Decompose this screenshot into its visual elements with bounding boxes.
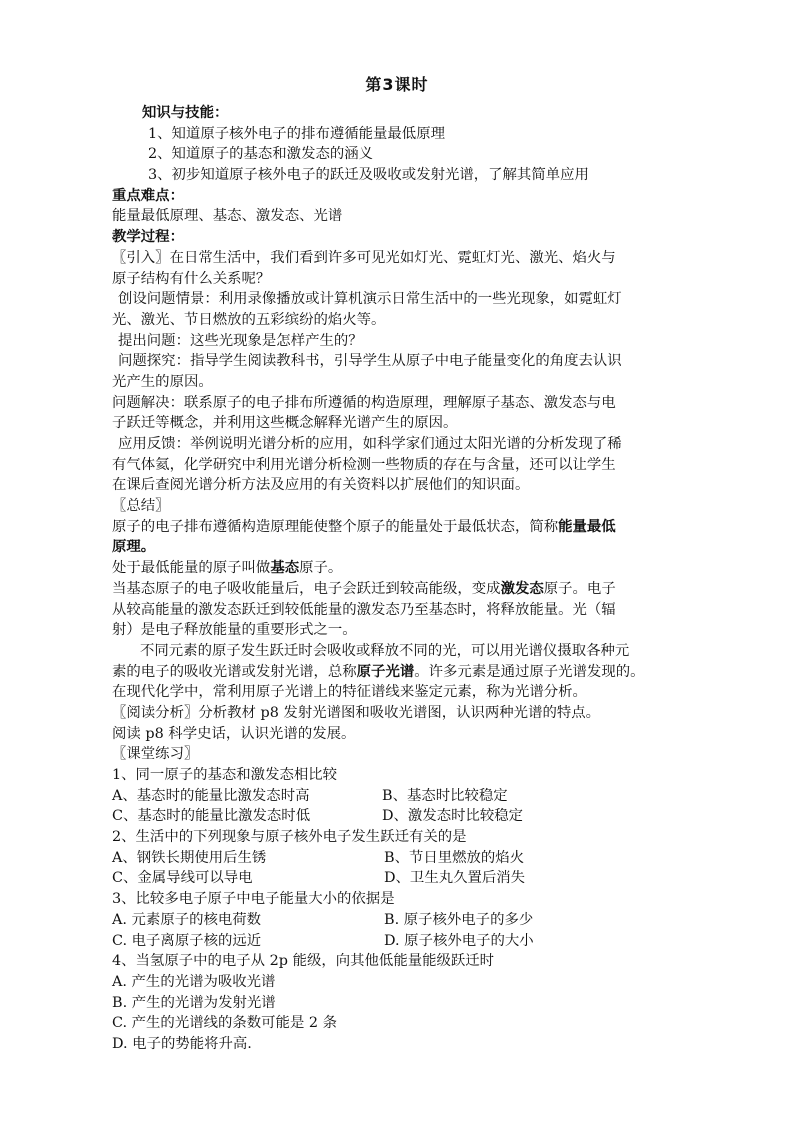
summary-line: 射）是电子释放能量的重要形式之一。 (112, 622, 357, 639)
knowledge-heading: 知识与技能： (142, 104, 229, 121)
summary-line: 从较高能量的激发态跃迁到较低能量的激发态乃至基态时，将释放能量。光（辐 (112, 601, 616, 618)
summary-text: 。许多元素是通过原子光谱发现的。 (414, 663, 645, 680)
summary-text: 原子。 (299, 560, 343, 577)
lesson-content (112, 103, 696, 1055)
intro-line: 原子结构有什么关系呢？ (112, 270, 271, 287)
option-row (112, 910, 696, 931)
scenario-line: 创设问题情景：利用录像播放或计算机演示日常生活中的一些光现象，如霓虹灯 (118, 291, 622, 308)
summary-text: 原子的电子排布遵循构造原理能使整个原子的能量处于最低状态，简称 (112, 518, 559, 535)
option-b: B. 原子核外电子的多少 (384, 911, 534, 928)
explore-line: 问题探究：指导学生阅读教科书，引导学生从原子中电子能量变化的角度去认识 (118, 353, 622, 370)
intro-line: 〖引入〗在日常生活中，我们看到许多可见光如灯光、霓虹灯光、激光、焰火与 (112, 249, 616, 266)
question-stem: 1、同一原子的基态和激发态相比较 (112, 767, 338, 783)
option-a: A. 元素原子的核电荷数 (112, 911, 262, 928)
reading-line: 阅读 p8 科学史话，认识光谱的发展。 (112, 725, 356, 742)
feedback-line: 在课后查阅光谱分析方法及应用的有关资料以扩展他们的知识面。 (112, 477, 530, 494)
question-stem: 3、比较多电子原子中电子能量大小的依据是 (112, 891, 395, 908)
summary-line: 原理。 (112, 538, 156, 556)
term-lowest-energy: 能量最低 (558, 517, 616, 535)
summary-text: 素的电子的吸收光谱或发射光谱，总称 (112, 663, 357, 680)
option-row (112, 848, 696, 869)
feedback-line: 应用反馈：举例说明光谱分析的应用，如科学家们通过太阳光谱的分析发现了稀 (118, 436, 622, 452)
option-b: B. 产生的光谱为发射光谱 (112, 994, 276, 1011)
term-atomic-spectrum: 原子光谱 (356, 662, 415, 680)
option-d: D. 原子核外电子的大小 (384, 932, 534, 949)
knowledge-item: 3、初步知道原子核外电子的跃迁及吸收或发射光谱，了解其简单应用 (148, 167, 589, 184)
term-ground-state: 基态 (270, 559, 300, 577)
page-title: 第3课时 (365, 75, 429, 94)
knowledge-item: 2、知道原子的基态和激发态的涵义 (148, 146, 374, 163)
option-row (112, 868, 696, 889)
practice-heading: 〖课堂练习〗 (112, 746, 199, 763)
solve-line: 问题解决：联系原子的电子排布所遵循的构造原理，理解原子基态、激发态与电 (112, 394, 616, 411)
option-a: A、基态时的能量比激发态时高 (112, 787, 310, 804)
knowledge-item: 1、知道原子核外电子的排布遵循能量最低原理 (148, 125, 445, 142)
reading-line: 〖阅读分析〗分析教材 p8 发射光谱图和吸收光谱图，认识两种光谱的特点。 (112, 704, 601, 721)
summary-paragraph (112, 517, 696, 538)
summary-paragraph (112, 662, 696, 683)
question-stem: 4、当氢原子中的电子从 2p 能级，向其他低能量能级跃迁时 (112, 953, 495, 970)
summary-line: 在现代化学中，常利用原子光谱上的特征谱线来鉴定元素，称为光谱分析。 (112, 684, 587, 701)
option-row (112, 786, 696, 807)
option-c: C、金属导线可以导电 (112, 870, 253, 887)
option-d: D. 电子的势能将升高. (112, 1035, 252, 1052)
feedback-line: 有气体氦，化学研究中利用光谱分析检测一些物质的存在与含量，还可以让学生 (112, 456, 616, 473)
option-row (112, 931, 696, 952)
summary-paragraph (112, 579, 696, 600)
option-c: C. 电子离原子核的远近 (112, 932, 262, 949)
process-heading: 教学过程： (112, 228, 184, 246)
summary-paragraph (112, 558, 696, 579)
explore-line: 光产生的原因。 (112, 373, 213, 390)
term-excited-state: 激发态 (500, 579, 544, 597)
key-points-text: 能量最低原理、基态、激发态、光谱 (112, 208, 343, 225)
question-stem: 2、生活中的下列现象与原子核外电子发生跃迁有关的是 (112, 829, 467, 846)
option-a: A、钢铁长期使用后生锈 (112, 849, 267, 866)
option-b: B、节日里燃放的焰火 (384, 849, 525, 866)
option-row (112, 806, 696, 827)
scenario-line: 光、激光、节日燃放的五彩缤纷的焰火等。 (112, 311, 386, 328)
option-c: C. 产生的光谱线的条数可能是 2 条 (112, 1015, 338, 1032)
option-a: A. 产生的光谱为吸收光谱 (112, 973, 276, 990)
option-c: C、基态时的能量比激发态时低 (112, 808, 311, 825)
summary-text: 当基态原子的电子吸收能量后，电子会跃迁到较高能级，变成 (112, 580, 501, 597)
summary-line: 不同元素的原子发生跃迁时会吸收或释放不同的光，可以用光谱仪摄取各种元 (140, 642, 630, 659)
option-d: D、卫生丸久置后消失 (384, 870, 526, 887)
summary-heading: 〖总结〗 (112, 498, 170, 515)
option-d: D、激发态时比较稳定 (382, 808, 524, 825)
question-line: 提出问题：这些光现象是怎样产生的？ (118, 332, 363, 349)
key-points-heading: 重点难点： (112, 186, 184, 204)
solve-line: 子跃迁等概念，并利用这些概念解释光谱产生的原因。 (112, 415, 458, 432)
option-b: B、基态时比较稳定 (382, 787, 508, 804)
summary-text: 处于最低能量的原子叫做 (112, 560, 271, 577)
summary-text: 原子。电子 (543, 580, 616, 597)
